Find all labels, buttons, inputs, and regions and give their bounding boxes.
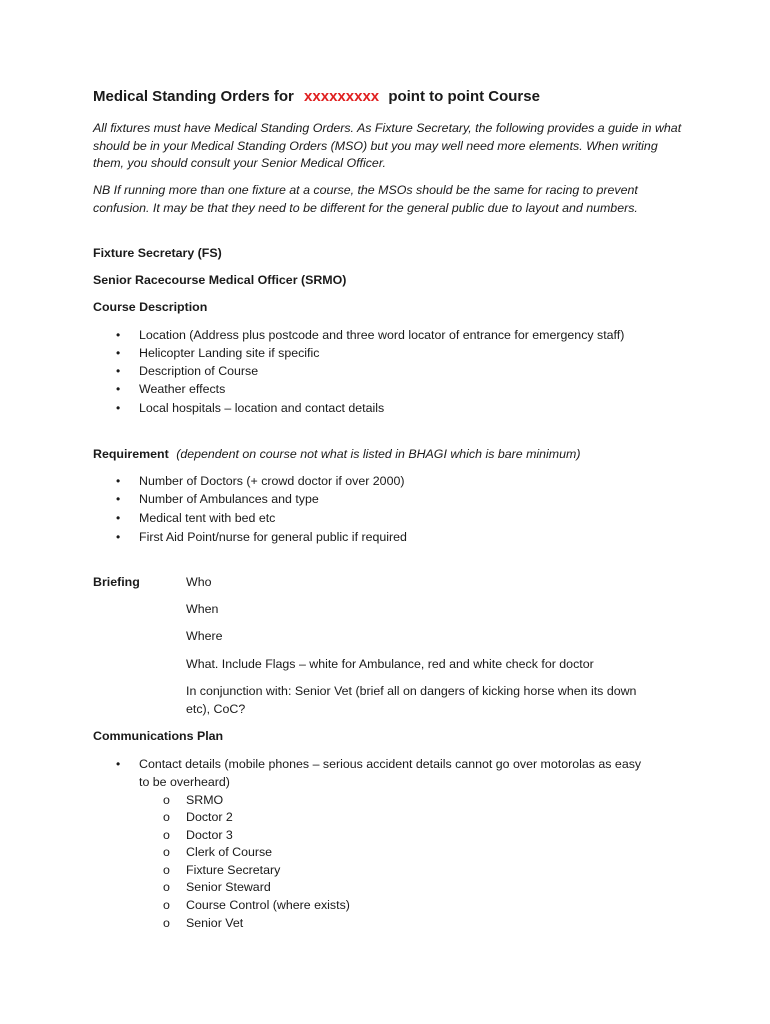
- heading-fixture-secretary: Fixture Secretary (FS): [93, 246, 222, 260]
- heading-srmo: Senior Racecourse Medical Officer (SRMO): [93, 273, 347, 287]
- list-item: Local hospitals – location and contact details: [139, 401, 385, 415]
- sub-bullet-icon: o: [163, 916, 170, 930]
- requirement-note: (dependent on course not what is listed in BHAGI which is bare minimum): [176, 447, 581, 461]
- heading-course-description: Course Description: [93, 300, 208, 314]
- intro-paragraph: All fixtures must have Medical Standing Orders. As Fixture Secretary, the following provides a guide in what should be in your Medical Standing Orders (MSO) but you may well need more elements. When writing them, you should consult your Senior Medical Officer.: [93, 121, 682, 170]
- sub-bullet-icon: o: [163, 793, 170, 807]
- sub-bullet-icon: o: [163, 828, 170, 842]
- bullet-icon: •: [116, 328, 121, 342]
- sub-list-item: Fixture Secretary: [186, 863, 281, 877]
- briefing-item: When: [186, 602, 219, 616]
- sub-list-item: Doctor 3: [186, 828, 233, 842]
- page-title: [93, 88, 540, 105]
- list-item: Location (Address plus postcode and three word locator of entrance for emergency staff): [139, 328, 625, 342]
- briefing-item: Who: [186, 575, 212, 589]
- sub-list-item: Clerk of Course: [186, 845, 273, 859]
- briefing-item: Where: [186, 629, 223, 643]
- title-prefix: Medical Standing Orders for: [93, 88, 294, 105]
- bullet-icon: •: [116, 530, 121, 544]
- bullet-icon: •: [116, 492, 121, 506]
- list-item: Number of Doctors (+ crowd doctor if over 2000): [139, 474, 405, 488]
- sub-bullet-icon: o: [163, 845, 170, 859]
- sub-bullet-icon: o: [163, 898, 170, 912]
- comms-item-line2: to be overheard): [139, 775, 230, 789]
- comms-item-line1: Contact details (mobile phones – serious accident details cannot go over motorolas as easy: [139, 757, 642, 771]
- bullet-icon: •: [116, 401, 121, 415]
- heading-requirement: Requirement: [93, 447, 169, 461]
- bullet-icon: •: [116, 474, 121, 488]
- sub-list-item: Senior Vet: [186, 916, 244, 930]
- list-item: Number of Ambulances and type: [139, 492, 319, 506]
- sub-bullet-icon: o: [163, 863, 170, 877]
- bullet-icon: •: [116, 511, 121, 525]
- list-item: Helicopter Landing site if specific: [139, 346, 320, 360]
- list-item: First Aid Point/nurse for general public if required: [139, 530, 407, 544]
- list-item: Weather effects: [139, 382, 226, 396]
- sub-list-item: SRMO: [186, 793, 224, 807]
- list-item: Medical tent with bed etc: [139, 511, 276, 525]
- title-placeholder: xxxxxxxxx: [304, 88, 380, 105]
- bullet-icon: •: [116, 757, 121, 771]
- sub-list-item: Senior Steward: [186, 880, 271, 894]
- sub-list-item: Doctor 2: [186, 810, 233, 824]
- sub-list-item: Course Control (where exists): [186, 898, 350, 912]
- briefing-item: In conjunction with: Senior Vet (brief all on dangers of kicking horse when its down: [186, 684, 637, 698]
- heading-briefing: Briefing: [93, 575, 140, 589]
- bullet-icon: •: [116, 364, 121, 378]
- briefing-item: What. Include Flags – white for Ambulance, red and white check for doctor: [186, 657, 594, 671]
- sub-bullet-icon: o: [163, 810, 170, 824]
- nb-paragraph: NB If running more than one fixture at a course, the MSOs should be the same for racing to prevent confusion. It may be that they need to be different for the general public due to layout and numbers.: [93, 183, 638, 215]
- bullet-icon: •: [116, 382, 121, 396]
- sub-bullet-icon: o: [163, 880, 170, 894]
- heading-communications-plan: Communications Plan: [93, 729, 224, 743]
- requirement-heading-line: [93, 446, 580, 463]
- list-item: Description of Course: [139, 364, 259, 378]
- bullet-icon: •: [116, 346, 121, 360]
- briefing-item: etc), CoC?: [186, 702, 246, 716]
- title-suffix: point to point Course: [388, 88, 540, 105]
